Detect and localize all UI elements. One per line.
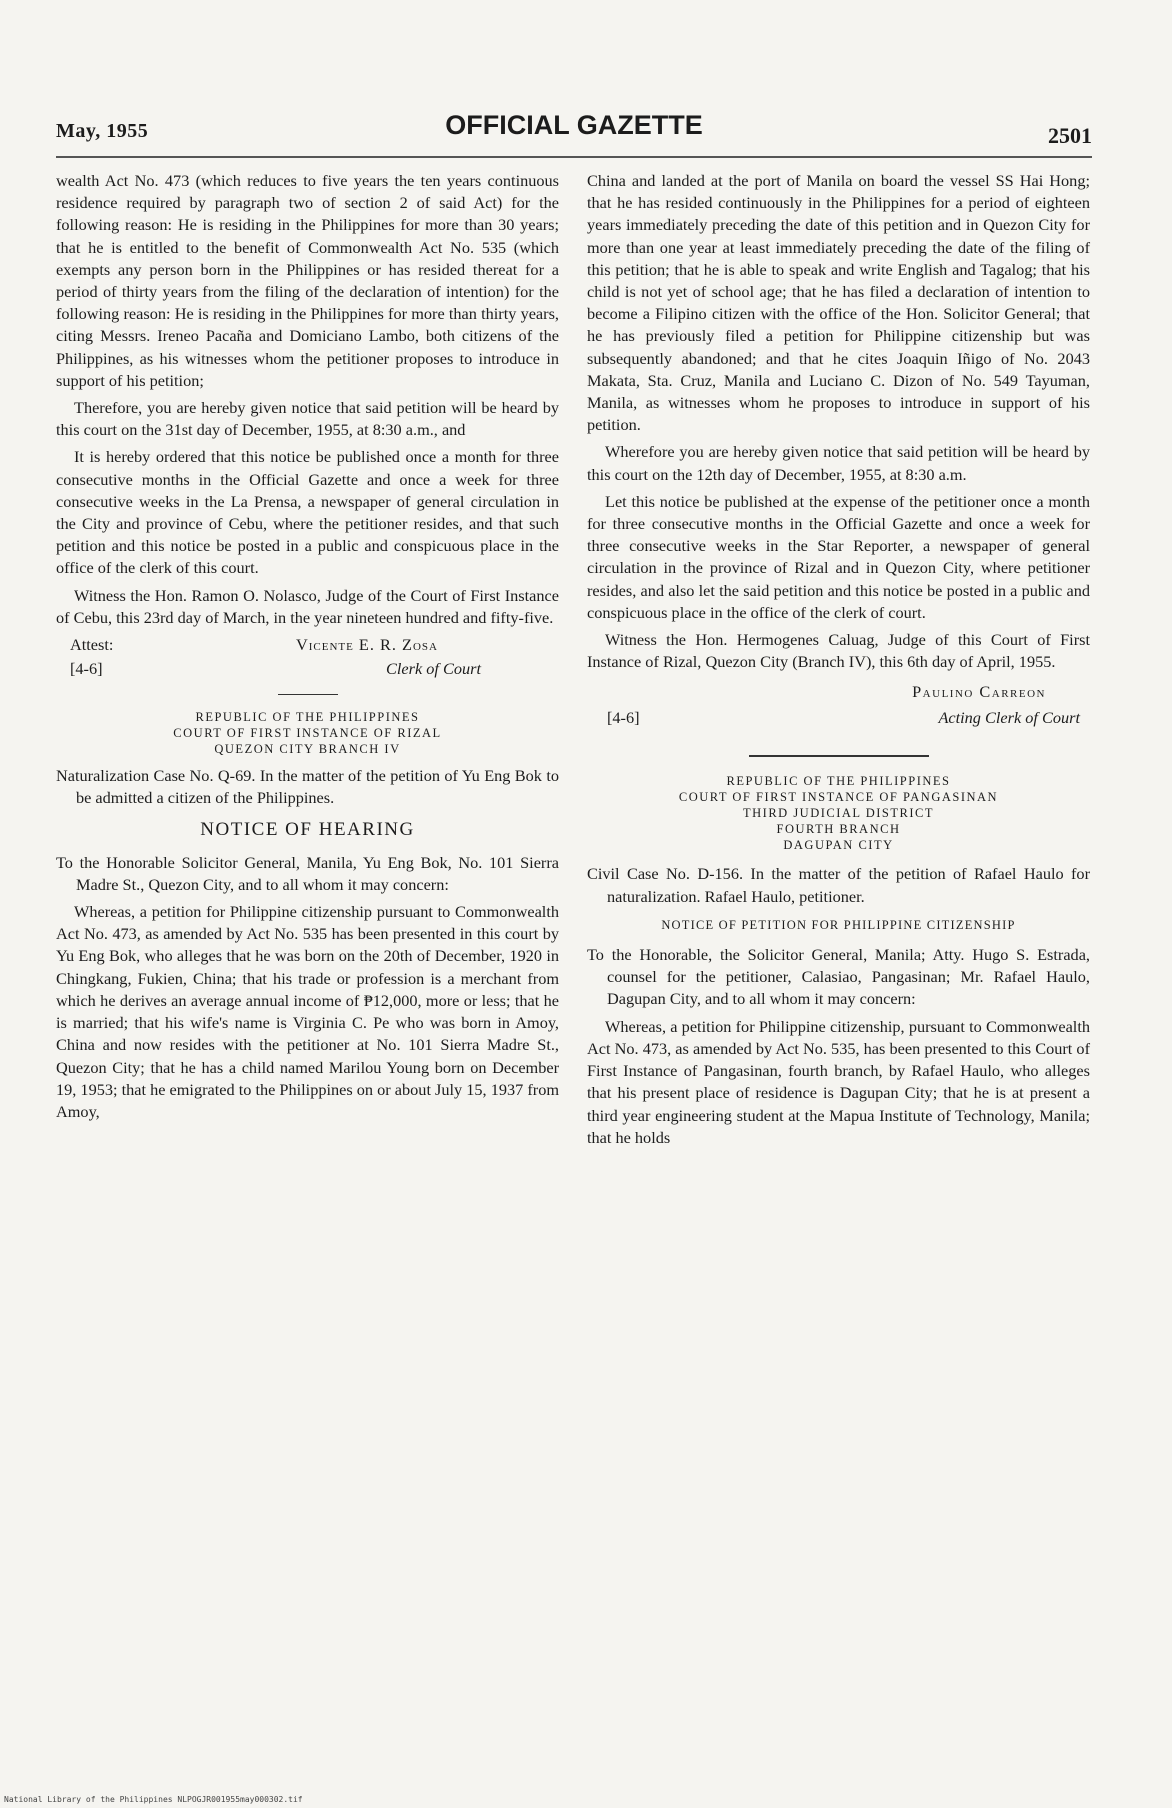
divider xyxy=(278,694,338,695)
heading-line: QUEZON CITY BRANCH IV xyxy=(214,742,401,757)
heading-line: COURT OF FIRST INSTANCE OF PANGASINAN xyxy=(678,790,999,805)
paragraph: Therefore, you are hereby given notice that said petition will be heard by this court on the 31st day of December, 1955, at 8:30 a.m., and xyxy=(56,398,559,440)
court-heading xyxy=(56,709,559,757)
case-line: Naturalization Case No. Q-69. In the matter of the petition of Yu Eng Bok to be admitted a citizen of the Philippines. xyxy=(56,766,559,808)
page-number: 2501 xyxy=(1048,123,1092,148)
heading-line: DAGUPAN CITY xyxy=(783,838,894,853)
paragraph: Witness the Hon. Ramon O. Nolasco, Judge of the Court of First Instance of Cebu, this 23rd day of March, in the year nineteen hundred and fifty-five. xyxy=(56,585,559,627)
heading-line: THIRD JUDICIAL DISTRICT xyxy=(743,806,934,821)
paragraph: Whereas, a petition for Philippine citizenship, pursuant to Commonwealth Act No. 473, as amended by Act No. 535, has been presented to this Court of First Instance of Pangasinan, fourth branch, by Rafael Haulo, who alleges that his present place of residence is Dagupan City; that he is at present a third year engineering student at the Mapua Institute of Technology, Manila; that he holds xyxy=(587,1016,1090,1147)
clerk-title: Clerk of Court xyxy=(386,659,481,679)
publication-title: OFFICIAL GAZETTE xyxy=(445,110,703,140)
paragraph: wealth Act No. 473 (which reduces to five years the ten years continuous residence required by paragraph two of section 2 of said Act) for the following reason: He is residing in the Philippines for more than 30 years; that he is entitled to the benefit of Commonwealth Act No. 535 (which exempts any person born in the Philippines or has resided thereat for a period of thirty years from the filing of the declaration of intention) for the following reason: He is residing in the Philippines for more than thirty years, citing Messrs. Ireneo Pacaña and Domiciano Lambo, both citizens of the Philippines, as his witnesses whom the petitioner proposes to introduce in support of his petition; xyxy=(56,171,559,390)
header-date: May, 1955 xyxy=(56,120,149,142)
paragraph: Wherefore you are hereby given notice that said petition will be heard by this court on the 12th day of December, 1955, at 8:30 a.m. xyxy=(587,442,1090,484)
paragraph: China and landed at the port of Manila on board the vessel SS Hai Hong; that he has resided continuously in the Philippines for a period of eighteen years immediately preceding the date of this petition and in Quezon City for more than one year at least immediately preceding the date of the filing of this petition; that he is able to speak and write English and Tagalog; that his child is not yet of school age; that he has filed a declaration of intention to become a Filipino citizen with the office of the Hon. Solicitor General; that he has previously filed a petition for Philippine citizenship but was subsequently abandoned; and that he cites Joaquin Iñigo of No. 2043 Makata, Sta. Cruz, Manila and Luciano C. Dizon of No. 549 Tayuman, Manila, as witnesses whom he proposes to introduce in support of his petition. xyxy=(587,171,1090,435)
signature-block xyxy=(587,681,1090,739)
case-line: Civil Case No. D-156. In the matter of the petition of Rafael Haulo for naturalization. Rafael Haulo, petitioner. xyxy=(587,864,1090,906)
clerk-name: Paulino Carreon xyxy=(912,682,1046,702)
divider xyxy=(749,755,929,757)
clerk-title: Acting Clerk of Court xyxy=(938,708,1080,728)
scan-footer: National Library of the Philippines NLPOGJR001955may000302.tif xyxy=(4,1795,303,1804)
notice-title: NOTICE OF PETITION FOR PHILIPPINE CITIZENSHIP xyxy=(661,917,1016,932)
left-column xyxy=(56,170,559,1128)
heading-line: REPUBLIC OF THE PHILIPPINES xyxy=(726,774,951,789)
reference-tag: [4-6] xyxy=(70,659,103,679)
address-line: To the Honorable Solicitor General, Manila, Yu Eng Bok, No. 101 Sierra Madre St., Quezon City, and to all whom it may concern: xyxy=(56,852,559,894)
court-heading xyxy=(587,773,1090,853)
notice-title: NOTICE OF HEARING xyxy=(200,819,415,841)
attest-label: Attest: xyxy=(70,635,114,655)
header-rule xyxy=(56,156,1092,158)
clerk-name: Vicente E. R. Zosa xyxy=(296,635,438,655)
heading-line: REPUBLIC OF THE PHILIPPINES xyxy=(195,710,420,725)
heading-line: FOURTH BRANCH xyxy=(776,822,901,837)
attest-block xyxy=(56,634,559,682)
paragraph: Whereas, a petition for Philippine citizenship pursuant to Commonwealth Act No. 473, as amended by Act No. 535 has been presented in this court by Yu Eng Bok, who alleges that he was born on the 20th of December, 1920 in Chingkang, Fukien, China; that his trade or profession is a merchant from which he derives an average annual income of ₱12,000, more or less; that he is married; that his wife's name is Virginia C. Pe who was born in Amoy, China and now resides with the petitioner at No. 101 Sierra Madre St., Quezon City; that he has a child named Marilou Young born on December 19, 1953; that he emigrated to the Philippines on or about July 15, 1937 from Amoy, xyxy=(56,902,559,1121)
paragraph: It is hereby ordered that this notice be published once a month for three consecutive months in the Official Gazette and once a week for three consecutive weeks in the La Prensa, a newspaper of general circulation in the City and province of Cebu, where the petitioner resides, and that such petition and this notice be posted in a public and conspicuous place in the office of the clerk of this court. xyxy=(56,447,559,578)
paragraph: Let this notice be published at the expense of the petitioner once a month for three consecutive months in the Official Gazette and once a week for three consecutive weeks in the Star Reporter, a newspaper of general circulation in the province of Rizal and in Quezon City, where petitioner resides, and also let the said petition and this notice be posted in a public and conspicuous place in the office of the clerk of court. xyxy=(587,491,1090,622)
page-header xyxy=(56,110,1092,150)
paragraph: Witness the Hon. Hermogenes Caluag, Judge of this Court of First Instance of Rizal, Quezon City (Branch IV), this 6th day of April, 1955. xyxy=(587,630,1090,672)
heading-line: COURT OF FIRST INSTANCE OF RIZAL xyxy=(173,726,442,741)
right-column xyxy=(587,170,1090,1154)
address-line: To the Honorable, the Solicitor General, Manila; Atty. Hugo S. Estrada, counsel for the petitioner, Calasiao, Pangasinan; Mr. Rafael Haulo, Dagupan City, and to all whom it may concern: xyxy=(587,945,1090,1009)
reference-tag: [4-6] xyxy=(607,708,640,728)
